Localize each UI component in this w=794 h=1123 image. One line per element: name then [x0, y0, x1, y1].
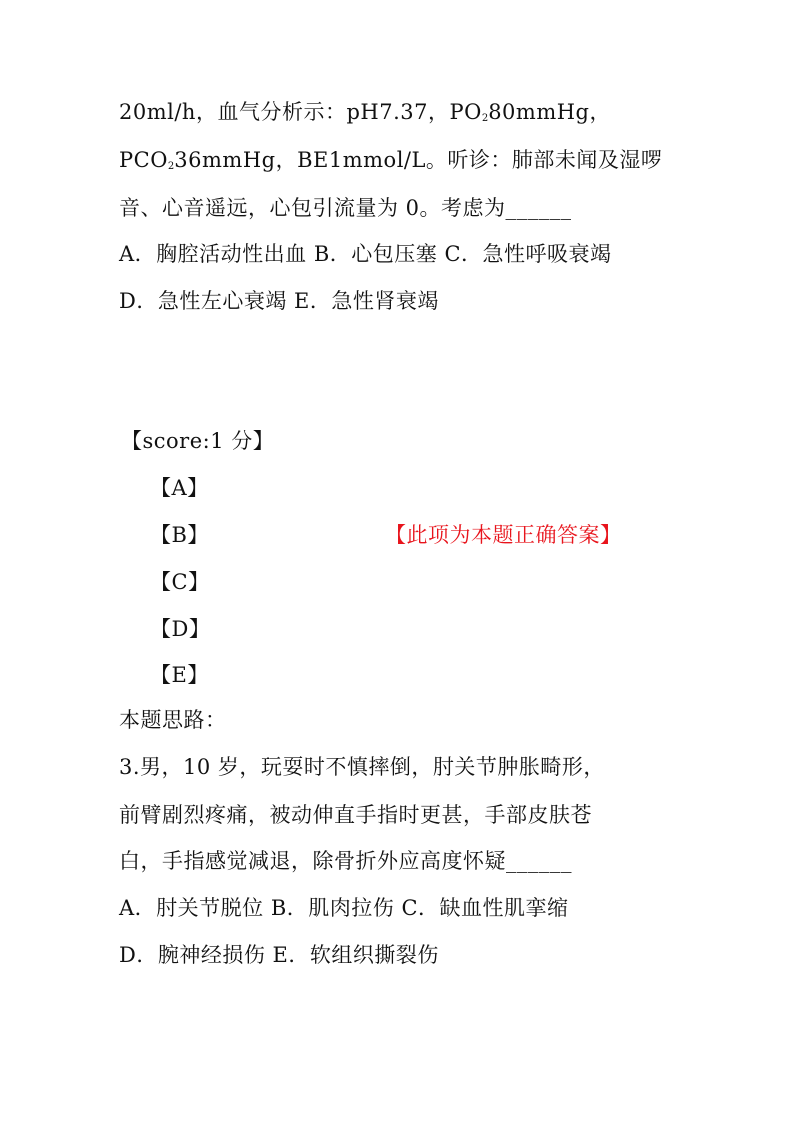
correct-answer-note: 【此项为本题正确答案】	[385, 523, 622, 547]
question2-options-line2: D．急性左心衰竭 E．急性肾衰竭	[119, 289, 439, 313]
question2-line3: 音、心音遥远，心包引流量为 0。考虑为______	[119, 196, 572, 220]
question2-line1-text-b: 80mmHg，	[488, 100, 611, 124]
score-label: 【score:1 分】	[121, 429, 275, 453]
choice-label: 【E】	[150, 663, 209, 687]
explanation-title: 本题思路：	[119, 708, 227, 732]
question2-options-line1: A．胸腔活动性出血 B．心包压塞 C．急性呼吸衰竭	[119, 242, 612, 266]
choice-label: 【B】	[150, 523, 209, 547]
choice-label: 【A】	[150, 476, 209, 500]
question3-options-line2: D．腕神经损伤 E．软组织撕裂伤	[119, 943, 439, 967]
choice-b	[150, 520, 622, 550]
choice-label: 【C】	[150, 570, 210, 594]
subscript: 2	[167, 161, 175, 172]
choice-c	[150, 567, 210, 597]
question3-options-line1: A．肘关节脱位 B．肌肉拉伤 C．缺血性肌挛缩	[119, 896, 569, 920]
subscript: 2	[481, 113, 489, 124]
question2-line2-text-a: PCO	[119, 148, 168, 172]
choice-label: 【D】	[150, 617, 211, 641]
question2-line2	[119, 145, 662, 182]
question3-line1: 3.男，10 岁，玩耍时不慎摔倒，肘关节肿胀畸形，	[119, 755, 605, 779]
choice-a	[150, 473, 209, 503]
question3-line2: 前臂剧烈疼痛，被动伸直手指时更甚，手部皮肤苍	[119, 803, 592, 827]
choice-d	[150, 614, 210, 644]
question2-line2-text-b: 36mmHg，BE1mmol/L。听诊：肺部未闻及湿啰	[174, 148, 663, 172]
question3-line3: 白，手指感觉减退，除骨折外应高度怀疑______	[119, 849, 572, 873]
question2-line1-text-a: 20ml/h，血气分析示：pH7.37，PO	[119, 100, 482, 124]
question2-line1	[119, 97, 611, 134]
choice-e	[150, 660, 209, 690]
